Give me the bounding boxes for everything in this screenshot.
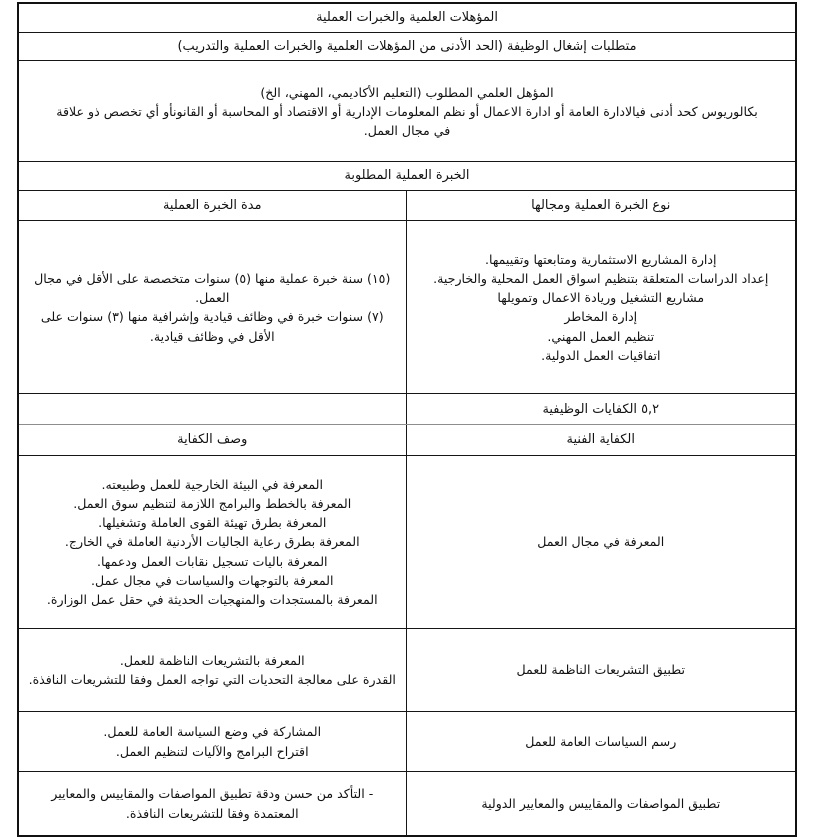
experience-duration-cell	[18, 221, 406, 394]
experience-banner: الخبرة العملية المطلوبة	[18, 162, 796, 191]
experience-type-line: تنظيم العمل المهني.	[547, 328, 655, 344]
experience-duration-header: مدة الخبرة العملية	[18, 190, 406, 221]
competency-description-line: اقتراح البرامج والآليات لتنظيم العمل.	[115, 743, 309, 759]
row-experience-banner	[18, 162, 796, 191]
experience-type-header: نوع الخبرة العملية ومجالها	[406, 190, 796, 221]
competency-description-line: المعرفة بالخطط والبرامج اللازمة لتنظيم سوق العمل.	[73, 496, 352, 512]
academic-heading: المؤهل العلمي المطلوب (التعليم الأكاديمي، المهني، الخ)	[260, 84, 554, 100]
competency-description-cell	[18, 772, 406, 837]
academic-body-line-2: في مجال العمل.	[363, 122, 451, 138]
competency-description-cell	[18, 629, 406, 712]
table-row	[18, 712, 796, 772]
row-competencies-banner	[18, 394, 796, 425]
competency-description-line: المعرفة باليات تسجيل نقابات العمل ودعمها.	[96, 553, 328, 569]
experience-duration-line: (٧) سنوات خبرة في وظائف قيادية وإشرافية منها (٣) سنوات على الأقل في وظائف قيادية.	[40, 309, 384, 344]
competency-name-cell: تطبيق المواصفات والمقاييس والمعايير الدولية	[406, 772, 796, 837]
table-row	[18, 629, 796, 712]
row-experience-headers	[18, 190, 796, 221]
competency-description-header: وصف الكفاية	[18, 425, 406, 456]
competency-description-cell	[18, 712, 406, 772]
experience-type-cell	[406, 221, 796, 394]
competency-description-line: المشاركة في وضع السياسة العامة للعمل.	[103, 724, 322, 740]
experience-type-line: إدارة المخاطر	[564, 309, 638, 325]
table-row	[18, 772, 796, 837]
competency-description-line: المعرفة بالمستجدات والمنهجيات الحديثة في حقل عمل الوزارة.	[46, 591, 378, 607]
experience-type-line: إعداد الدراسات المتعلقة بتنظيم اسواق العمل المحلية والخارجية.	[433, 271, 769, 287]
competencies-banner: ٥,٢ الكفايات الوظيفية	[406, 394, 796, 425]
competency-header: الكفاية الفنية	[406, 425, 796, 456]
qualifications-subbanner: متطلبات إشغال الوظيفة (الحد الأدنى من المؤهلات العلمية والخبرات العملية والتدريب)	[18, 32, 796, 61]
row-qualifications-banner	[18, 3, 796, 32]
competencies-banner-spacer	[18, 394, 406, 425]
competency-description-line: المعرفة بالتوجهات والسياسات في مجال عمل.	[91, 572, 334, 588]
job-description-table	[17, 2, 797, 837]
experience-type-line: إدارة المشاريع الاستثمارية ومتابعتها وتقييمها.	[484, 252, 717, 268]
row-qualifications-subbanner	[18, 32, 796, 61]
experience-type-line: اتفاقيات العمل الدولية.	[541, 347, 661, 363]
competency-description-line: المعرفة بطرق تهيئة القوى العاملة وتشغيلها.	[98, 515, 327, 531]
qualifications-banner: المؤهلات العلمية والخبرات العملية	[18, 3, 796, 32]
table-row	[18, 456, 796, 629]
competency-description-line: المعرفة بطرق رعاية الجاليات الأردنية العاملة في الخارج.	[64, 534, 360, 550]
experience-duration-line: (١٥) سنة خبرة عملية منها (٥) سنوات متخصصة على الأقل في مجال العمل.	[34, 271, 391, 306]
experience-type-line: مشاريع التشغيل وريادة الاعمال وتمويلها	[497, 290, 705, 306]
competency-name-cell: تطبيق التشريعات الناظمة للعمل	[406, 629, 796, 712]
competency-name-cell: المعرفة في مجال العمل	[406, 456, 796, 629]
competency-name-cell: رسم السياسات العامة للعمل	[406, 712, 796, 772]
competency-description-line: القدرة على معالجة التحديات التي تواجه العمل وفقا للتشريعات النافذة.	[28, 672, 396, 688]
academic-qualification-cell	[18, 61, 796, 162]
academic-body-line-1: بكالوريوس كحد أدنى فيالادارة العامة أو ادارة الاعمال أو نظم المعلومات الإدارية أو الاقتصاد أو المحاسبة أو القانونأو أي تخصص ذو علاقة	[56, 103, 758, 119]
competency-description-line: - التأكد من حسن ودقة تطبيق المواصفات والمقاييس والمعايير المعتمدة وفقا للتشريعات النافذة.	[51, 786, 374, 821]
competency-description-line: المعرفة بالتشريعات الناظمة للعمل.	[119, 652, 305, 668]
row-academic-qualification	[18, 61, 796, 162]
competency-description-line: المعرفة في البيئة الخارجية للعمل وطبيعته.	[101, 477, 323, 493]
competency-description-cell	[18, 456, 406, 629]
row-competencies-headers	[18, 425, 796, 456]
row-experience-content	[18, 221, 796, 394]
